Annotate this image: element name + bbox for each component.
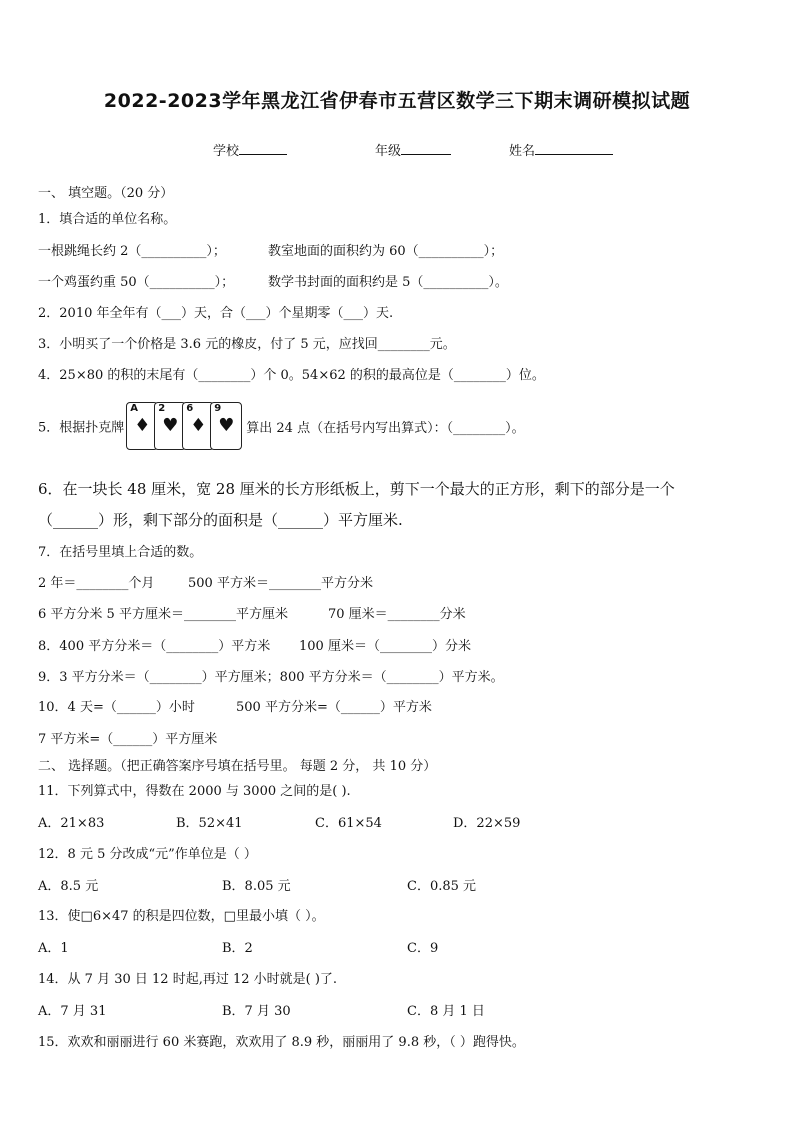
q14-option-b: B．7 月 30 bbox=[222, 1004, 291, 1019]
q12-option-c: C．0.85 元 bbox=[407, 879, 477, 894]
q5-after: 算出 24 点（在括号内写出算式）：（________）。 bbox=[246, 420, 525, 436]
q1-d: 数学书封面的面积约是 5（__________）。 bbox=[268, 275, 508, 290]
q14-option-c: C．8 月 1 日 bbox=[407, 1004, 485, 1019]
name-label: 姓名 bbox=[509, 144, 536, 159]
q3: 3．小明买了一个价格是 3.6 元的橡皮，付了 5 元，应找回________元。 bbox=[38, 337, 456, 352]
q11-option-b: B．52×41 bbox=[176, 816, 243, 831]
q13-option-a: A．1 bbox=[38, 941, 69, 956]
q7-stem: 7．在括号里填上合适的数。 bbox=[38, 545, 203, 560]
q11-option-c: C．61×54 bbox=[315, 816, 382, 831]
q6-line-2: （______）形，剩下部分的面积是（______）平方厘米. bbox=[38, 511, 403, 529]
q5 bbox=[38, 402, 525, 450]
q1-stem: 1．填合适的单位名称。 bbox=[38, 212, 177, 227]
q7-d: 70 厘米＝________分米 bbox=[328, 607, 466, 622]
q1-a: 一根跳绳长约 2（__________）； bbox=[38, 244, 226, 259]
poker-card-1: A ♦ bbox=[126, 402, 158, 450]
q12-option-a: A．8.5 元 bbox=[38, 879, 99, 894]
q8-b: 100 厘米＝（________）分米 bbox=[299, 639, 471, 654]
page-title: 2022-2023学年黑龙江省伊春市五营区数学三下期末调研模拟试题 bbox=[103, 90, 691, 112]
q10-a: 10．4 天=（______）小时 bbox=[38, 700, 195, 715]
q12-stem: 12．8 元 5 分改成“元”作单位是（ ） bbox=[38, 847, 257, 862]
name-field bbox=[509, 140, 613, 159]
q13-option-b: B．2 bbox=[222, 941, 253, 956]
q11-stem: 11．下列算式中，得数在 2000 与 3000 之间的是( ). bbox=[38, 784, 351, 799]
q7-c: 6 平方分米 5 平方厘米＝________平方厘米 bbox=[38, 607, 288, 622]
q9: 9．3 平方分米＝（________）平方厘米；800 平方分米＝（________）平方米。 bbox=[38, 670, 504, 685]
q11-option-d: D．22×59 bbox=[453, 816, 521, 831]
school-field bbox=[213, 140, 287, 159]
poker-card-2: 2 ♥ bbox=[154, 402, 186, 450]
q6-line-1: 6．在一块长 48 厘米，宽 28 厘米的长方形纸板上，剪下一个最大的正方形，剩下的部分是一个 bbox=[38, 480, 675, 498]
poker-cards bbox=[126, 402, 238, 450]
q14-stem: 14．从 7 月 30 日 12 时起,再过 12 小时就是( )了. bbox=[38, 972, 338, 987]
q1-c: 一个鸡蛋约重 50（__________）； bbox=[38, 275, 235, 290]
grade-label: 年级 bbox=[375, 144, 402, 159]
school-label: 学校 bbox=[213, 144, 240, 159]
poker-card-3: 6 ♦ bbox=[182, 402, 214, 450]
q7-b: 500 平方米＝________平方分米 bbox=[188, 576, 373, 591]
school-blank bbox=[239, 140, 287, 155]
q14-option-a: A．7 月 31 bbox=[38, 1004, 107, 1019]
section-1-heading: 一、 填空题。（20 分） bbox=[38, 186, 174, 201]
q13-stem: 13．使□6×47 的积是四位数，□里最小填（ ）。 bbox=[38, 909, 325, 924]
q13-option-c: C．9 bbox=[407, 941, 439, 956]
q7-a: 2 年＝________个月 bbox=[38, 576, 155, 591]
q11-option-a: A．21×83 bbox=[38, 816, 105, 831]
q2: 2．2010 年全年有（___）天，合（___）个星期零（___）天. bbox=[38, 306, 394, 321]
q5-before: 5．根据扑克牌 bbox=[38, 420, 125, 436]
poker-card-4: 9 ♥ bbox=[210, 402, 242, 450]
q15-stem: 15．欢欢和丽丽进行 60 米赛跑，欢欢用了 8.9 秒，丽丽用了 9.8 秒，（ ）跑得快。 bbox=[38, 1035, 525, 1050]
q4: 4．25×80 的积的末尾有（________）个 0。54×62 的积的最高位是（________）位。 bbox=[38, 368, 545, 383]
grade-field bbox=[375, 140, 451, 159]
q12-option-b: B．8.05 元 bbox=[222, 879, 291, 894]
q8-a: 8．400 平方分米＝（________）平方米 bbox=[38, 639, 271, 654]
grade-blank bbox=[401, 140, 451, 155]
q1-b: 教室地面的面积约为 60（__________）； bbox=[268, 244, 504, 259]
name-blank bbox=[535, 140, 613, 155]
section-2-heading: 二、 选择题。（把正确答案序号填在括号里。 每题 2 分， 共 10 分） bbox=[38, 759, 437, 774]
q10-b: 500 平方分米=（______）平方米 bbox=[236, 700, 432, 715]
q10-c: 7 平方米=（______）平方厘米 bbox=[38, 732, 218, 747]
